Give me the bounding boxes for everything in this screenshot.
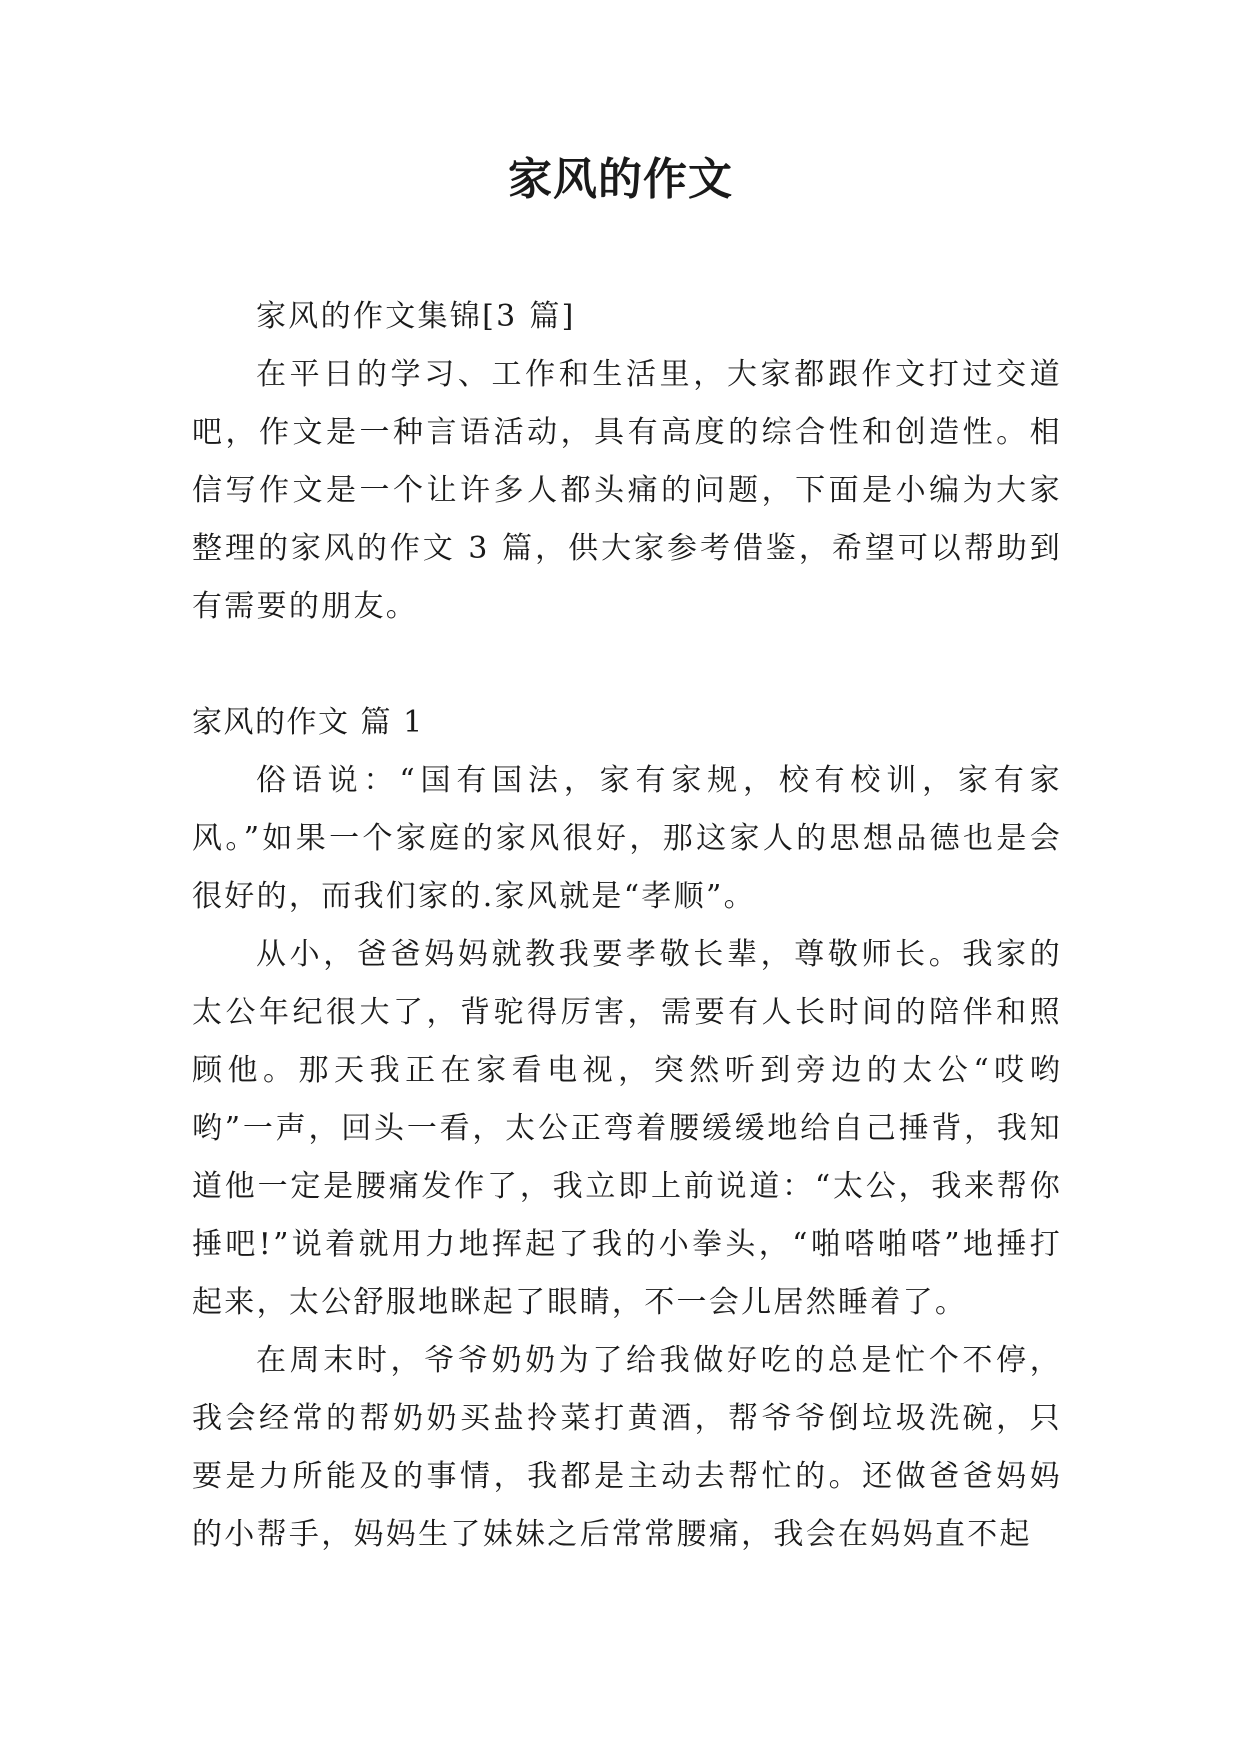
body-paragraph: 从小，爸爸妈妈就教我要孝敬长辈，尊敬师长。我家的太公年纪很大了，背驼得厉害，需要有人长时间的陪伴和照顾他。那天我正在家看电视，突然听到旁边的太公“哎哟哟”一声，回头一看，太公正弯着腰缓缓地给自己捶背，我知道他一定是腰痛发作了，我立即上前说道：“太公，我来帮你捶吧!”说着就用力地挥起了我的小拳头，“啪嗒啪嗒”地捶打起来，太公舒服地眯起了眼睛，不一会儿居然睡着了。 [192, 937, 1062, 1320]
document-title: 家风的作文 [508, 154, 733, 205]
section-spacer [192, 636, 1062, 694]
collection-subtitle: 家风的作文集锦[3 篇] [256, 299, 576, 334]
body-paragraph: 在周末时，爷爷奶奶为了给我做好吃的总是忙个不停，我会经常的帮奶奶买盐拎菜打黄酒，帮爷爷倒垃圾洗碗，只要是力所能及的事情，我都是主动去帮忙的。还做爸爸妈妈的小帮手，妈妈生了妹妹之后常常腰痛，我会在妈妈直不起 [192, 1343, 1062, 1552]
body-paragraph: 俗语说：“国有国法，家有家规，校有校训，家有家风。”如果一个家庭的家风很好，那这家人的思想品德也是会很好的，而我们家的.家风就是“孝顺”。 [192, 763, 1062, 914]
intro-paragraph: 在平日的学习、工作和生活里，大家都跟作文打过交道吧，作文是一种言语活动，具有高度的综合性和创造性。相信写作文是一个让许多人都头痛的问题，下面是小编为大家整理的家风的作文 3 篇，供大家参考借鉴，希望可以帮助到有需要的朋友。 [192, 357, 1062, 624]
document-body [192, 288, 1062, 1564]
section-heading: 家风的作文 篇 1 [192, 705, 424, 740]
